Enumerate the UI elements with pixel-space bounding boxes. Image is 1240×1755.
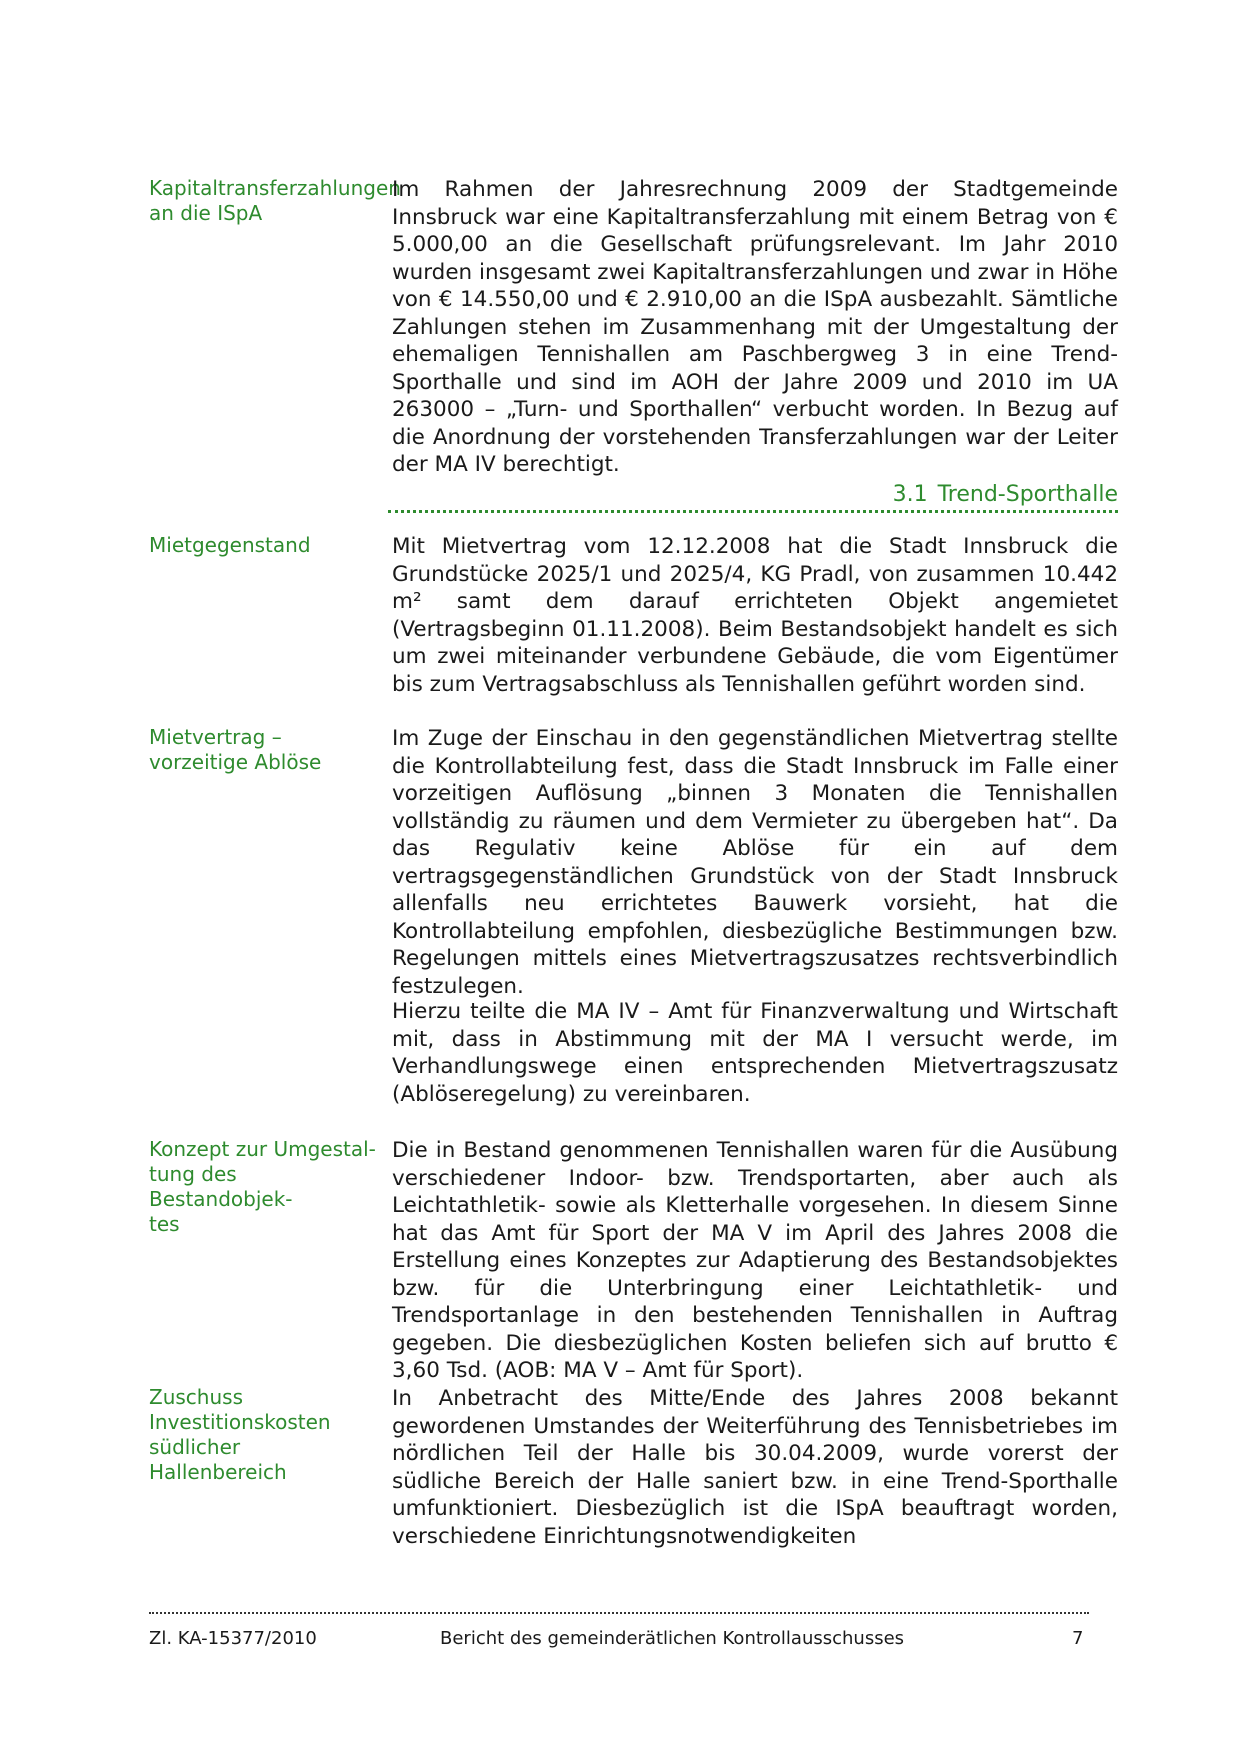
paragraph-mietgegenstand: Mit Mietvertrag vom 12.12.2008 hat die Stadt Innsbruck die Grundstücke 2025/1 und 2025/4, KG Pradl, von zusammen 10.442 m² samt dem darauf errichteten Objekt angemietet (Vertragsbeginn 01.11.2008). Beim Bestandsobjekt handelt es sich um zwei miteinander verbundene Gebäude, die vom Eigentümer bis zum Vertragsabschluss als Tennishallen geführt worden sind.: [392, 534, 1118, 697]
margin-note-kapitaltransfer: [149, 176, 401, 226]
margin-note-line: tes: [149, 1212, 180, 1236]
paragraph-kapitaltransfer: Im Rahmen der Jahresrechnung 2009 der Stadtgemeinde Innsbruck war eine Kapitaltransferzahlung mit einem Betrag von € 5.000,00 an die Gesellschaft prüfungsrelevant. Im Jahr 2010 wurden insgesamt zwei Kapitaltransferzahlungen und zwar in Höhe von € 14.550,00 und € 2.910,00 an die ISpA ausbezahlt. Sämtliche Zahlungen stehen im Zusammenhang mit der Umgestaltung der ehemaligen Tennishallen am Paschbergweg 3 in eine Trend-Sporthalle und sind im AOH der Jahre 2009 und 2010 im UA 263000 – „Turn- und Sporthallen“ verbucht worden. In Bezug auf die Anordnung der vorstehenden Transferzahlungen war der Leiter der MA IV berechtigt.: [392, 177, 1118, 477]
margin-note-line: Zuschuss: [149, 1385, 243, 1409]
margin-note-mietvertrag: [149, 725, 379, 775]
footer-divider: [149, 1612, 1089, 1614]
paragraph-mietvertrag: Im Zuge der Einschau in den gegenständlichen Mietvertrag stellte die Kontrollabteilung fest, dass die Stadt Innsbruck im Falle einer vorzeitigen Auflösung „binnen 3 Monaten die Tennishallen vollständig zu räumen und dem Vermieter zu übergeben hat“. Da das Regulativ keine Ablöse für ein auf dem vertragsgegenständlichen Grundstück von der Stadt Innsbruck allenfalls neu errichtetes Bauwerk vorsieht, hat die Kontrollabteilung empfohlen, diesbezügliche Bestimmungen bzw. Regelungen mittels eines Mietvertragszusatzes rechtsverbindlich festzulegen.: [392, 726, 1118, 999]
margin-note-line: Mietvertrag –: [149, 725, 282, 749]
paragraph-zuschuss: In Anbetracht des Mitte/Ende des Jahres 2008 bekannt gewordenen Umstandes der Weiterführung des Tennisbetriebes im nördlichen Teil der Halle bis 30.04.2009, wurde vorerst der südliche Bereich der Halle saniert bzw. in eine Trend-Sporthalle umfunktioniert. Diesbezüglich ist die ISpA beauftragt worden, verschiedene Einrichtungsnotwendigkeiten: [392, 1386, 1118, 1549]
section-heading: [388, 480, 1118, 513]
margin-note-line: Konzept zur Umgestal-: [149, 1137, 376, 1161]
margin-note-line: Kapitaltransferzahlungen: [149, 176, 401, 200]
footer-title: Bericht des gemeinderätlichen Kontrollausschusses: [440, 1628, 905, 1649]
margin-note-line: südlicher Hallenbereich: [149, 1435, 287, 1484]
paragraph-mietvertrag-reply: Hierzu teilte die MA IV – Amt für Finanzverwaltung und Wirtschaft mit, dass in Abstimmung mit der MA I versucht werde, im Verhandlungswege einen entsprechenden Mietvertragszusatz (Ablöseregelung) zu vereinbaren.: [392, 999, 1118, 1107]
margin-note-line: tung des Bestandobjek-: [149, 1162, 293, 1211]
section-title: Trend-Sporthalle: [937, 482, 1118, 507]
paragraph-konzept: Die in Bestand genommenen Tennishallen waren für die Ausübung verschiedener Indoor- bzw. Trendsportarten, aber auch als Leichtathletik- sowie als Kletterhalle vorgesehen. In diesem Sinne hat das Amt für Sport der MA V im April des Jahres 2008 die Erstellung eines Konzeptes zur Adaptierung des Bestandsobjektes bzw. für die Unterbringung einer Leichtathletik- und Trendsportanlage in den bestehenden Tennishallen in Auftrag gegeben. Die diesbezüglichen Kosten beliefen sich auf brutto € 3,60 Tsd. (AOB: MA V – Amt für Sport).: [392, 1138, 1118, 1383]
margin-note-zuschuss: [149, 1385, 379, 1485]
margin-note-line: vorzeitige Ablöse: [149, 750, 322, 774]
section-number: 3.1: [892, 482, 928, 507]
margin-note-mietgegenstand: [149, 533, 379, 558]
margin-note-line: Mietgegenstand: [149, 533, 311, 557]
page-number: 7: [1072, 1628, 1084, 1649]
margin-note-konzept: [149, 1137, 379, 1237]
margin-note-line: an die ISpA: [149, 201, 263, 225]
margin-note-line: Investitionskosten: [149, 1410, 331, 1434]
footer-reference: Zl. KA-15377/2010: [149, 1628, 317, 1649]
